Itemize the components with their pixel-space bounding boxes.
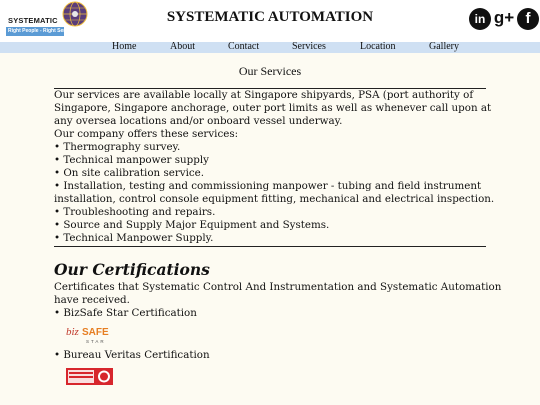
nav-contact[interactable]: Contact [228, 41, 260, 52]
certifications-intro-line: Certificates that Systematic Control And Instrumentation and Systematic Automation [54, 281, 502, 293]
services-line: • Technical Manpower Supply. [54, 232, 214, 244]
logo-text: SYSTEMATIC [8, 16, 58, 25]
svg-text:biz: biz [66, 326, 79, 338]
nav-home[interactable]: Home [112, 41, 137, 52]
bureau-veritas-item: • Bureau Veritas Certification [54, 349, 210, 361]
certifications-intro-line: have received. [54, 294, 130, 306]
divider-bottom [54, 246, 486, 247]
services-line: installation, control console equipment fitting, mechanical and electrical inspection. [54, 193, 495, 205]
services-line: Our services are available locally at Singapore shipyards, PSA (port authority of [54, 89, 474, 101]
certifications-intro [54, 281, 502, 320]
services-line: • Source and Supply Major Equipment and Systems. [54, 219, 330, 231]
linkedin-icon[interactable]: in [469, 8, 491, 30]
services-line: any oversea locations and/or onboard vessel underway. [54, 115, 343, 127]
logo-tagline: Right People - Right Service [8, 28, 75, 34]
nav-location[interactable]: Location [360, 41, 396, 52]
bureau-veritas-badge [66, 368, 113, 385]
facebook-icon[interactable]: f [517, 8, 539, 30]
nav-gallery[interactable]: Gallery [429, 41, 459, 52]
svg-text:STAR: STAR [86, 339, 106, 344]
nav-services[interactable]: Services [292, 41, 326, 52]
services-line: Our company offers these services: [54, 128, 239, 140]
bizsafe-star-badge [66, 323, 114, 345]
services-text [54, 89, 494, 245]
bureau-veritas-logo-icon [66, 368, 113, 385]
services-line: • Troubleshooting and repairs. [54, 206, 216, 218]
google-plus-icon[interactable]: g+ [493, 8, 515, 27]
services-line: • Installation, testing and commissioning manpower - tubing and field instrument [54, 180, 482, 192]
certifications-heading: Our Certifications [54, 260, 210, 279]
services-line: Singapore, Singapore anchorage, outer port limits as well as whenever call upon at [54, 102, 492, 114]
bv-section [54, 349, 494, 362]
services-title: Our Services [238, 64, 302, 78]
svg-text:SAFE: SAFE [82, 327, 109, 338]
services-line: • On site calibration service. [54, 167, 204, 179]
site-title: SYSTEMATIC AUTOMATION [166, 9, 374, 25]
nav-about[interactable]: About [170, 41, 195, 52]
main-nav [0, 42, 540, 53]
bizsafe-item: • BizSafe Star Certification [54, 307, 197, 319]
site-header [0, 0, 540, 42]
services-line: • Technical manpower supply [54, 154, 209, 166]
services-line: • Thermography survey. [54, 141, 181, 153]
